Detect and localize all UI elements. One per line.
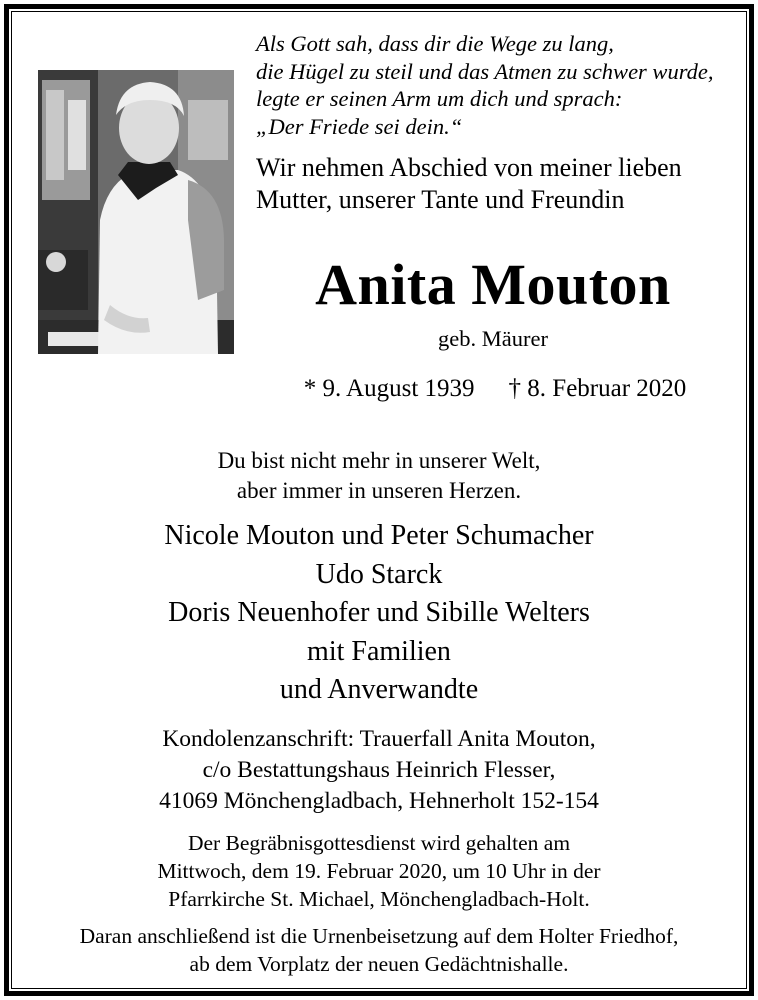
life-dates	[230, 372, 758, 406]
death-date: † 8. Februar 2020	[508, 375, 687, 402]
condolence-line: c/o Bestattungshaus Heinrich Flesser,	[202, 757, 556, 783]
urn-burial-notice	[0, 922, 758, 978]
remembrance-verse	[0, 446, 758, 506]
poem-line: „Der Friede sei dein.“	[256, 113, 463, 139]
poem	[256, 30, 736, 140]
farewell-intro	[256, 152, 736, 216]
service-line: Der Begräbnisgottesdienst wird gehalten am	[187, 831, 571, 855]
service-line: Mittwoch, dem 19. Februar 2020, um 10 Uhr in der	[157, 859, 601, 883]
condolence-line: 41069 Mönchengladbach, Hehnerholt 152-154	[159, 788, 599, 814]
mourner-line: und Anverwandte	[279, 674, 479, 705]
condolence-line: Kondolenzanschrift: Trauerfall Anita Mouton,	[162, 726, 596, 752]
mourner-line: Udo Starck	[315, 558, 443, 590]
funeral-service-notice	[0, 829, 758, 913]
maiden-name: geb. Mäurer	[438, 326, 548, 351]
birth-date: * 9. August 1939	[303, 375, 475, 402]
condolence-address	[0, 724, 758, 817]
intro-line: Wir nehmen Abschied von meiner lieben	[256, 153, 682, 182]
urn-line: ab dem Vorplatz der neuen Gedächtnishalle.	[189, 952, 569, 976]
mourner-line: mit Familien	[307, 635, 451, 667]
mourners-list	[0, 517, 758, 710]
deceased-name: Anita Mouton	[315, 252, 671, 317]
urn-line: Daran anschließend ist die Urnenbeisetzung auf dem Holter Friedhof,	[79, 924, 679, 948]
mourner-line: Nicole Mouton und Peter Schumacher	[164, 520, 594, 551]
portrait-photo	[38, 70, 234, 354]
verse-line: aber immer in unseren Herzen.	[236, 478, 522, 503]
poem-line: Als Gott sah, dass dir die Wege zu lang,	[256, 31, 614, 56]
poem-line: legte er seinen Arm um dich und sprach:	[256, 86, 623, 111]
verse-line: Du bist nicht mehr in unserer Welt,	[217, 448, 541, 473]
service-line: Pfarrkirche St. Michael, Mönchengladbach-Holt.	[168, 887, 590, 911]
intro-line: Mutter, unserer Tante und Freundin	[256, 185, 625, 214]
poem-line: die Hügel zu steil und das Atmen zu schwer wurde,	[256, 58, 714, 84]
mourner-line: Doris Neuenhofer und Sibille Welters	[168, 597, 590, 628]
